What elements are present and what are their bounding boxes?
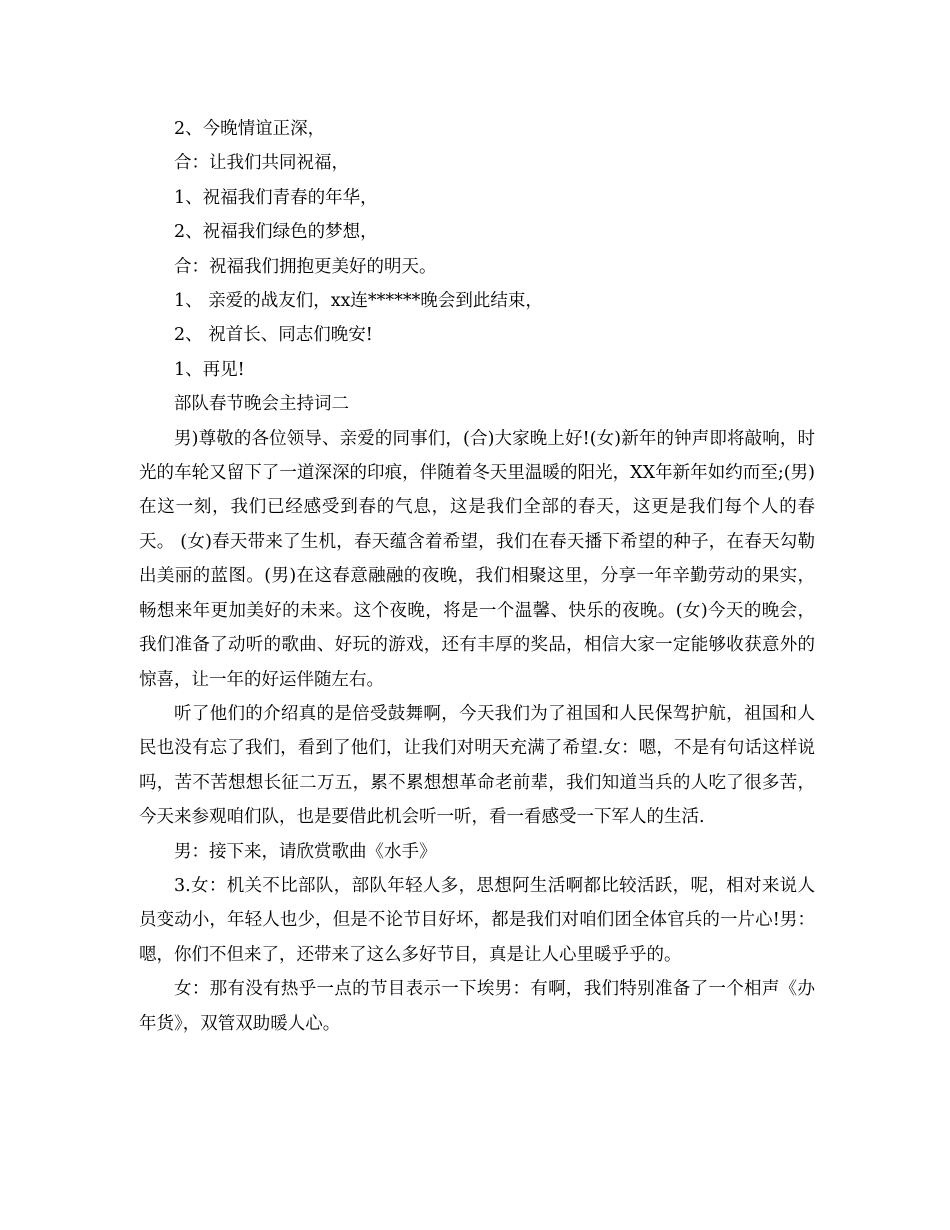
text-line: 1、祝福我们青春的年华， bbox=[174, 187, 378, 208]
text-line: 2、祝福我们绿色的梦想， bbox=[174, 222, 378, 243]
paragraph: 女：那有没有热乎一点的节目表示一下埃男：有啊，我们特别准备了一个相声《办年货》，双管双助暖人心。 bbox=[139, 979, 815, 1034]
paragraph: 3.女：机关不比部队，部队年轻人多，思想阿生活啊都比较活跃，呢，相对来说人员变动小，年轻人也少，但是不论节目好坏，都是我们对咱们团全体官兵的一片心!男：嗯，你们不但来了，还带来了这么多好节目，真是让人心里暖乎乎的。 bbox=[139, 875, 815, 965]
text-line: 1、 亲爱的战友们，xx连******晚会到此结束， bbox=[174, 291, 543, 312]
text-line: 2、今晚情谊正深， bbox=[174, 119, 326, 139]
section-heading: 部队春节晚会主持词二 bbox=[174, 394, 349, 415]
text-line: 合：让我们共同祝福， bbox=[174, 153, 349, 174]
paragraph: 男：接下来，请欣赏歌曲《水手》 bbox=[174, 841, 437, 862]
paragraph: 听了他们的介绍真的是倍受鼓舞啊，今天我们为了祖国和人民保驾护航，祖国和人民也没有忘了我们，看到了他们，让我们对明天充满了希望.女：嗯，不是有句话这样说吗，苦不苦想想长征二万五，累不累想想革命老前辈，我们知道当兵的人吃了很多苦，今天来参观咱们队，也是要借此机会听一听，看一看感受一下军人的生活. bbox=[139, 703, 815, 828]
text-line: 2、 祝首长、同志们晚安! bbox=[174, 325, 373, 346]
text-line: 合：祝福我们拥抱更美好的明天。 bbox=[174, 256, 437, 277]
text-line: 1、再见! bbox=[174, 359, 245, 380]
paragraph: 男)尊敬的各位领导、亲爱的同事们，(合)大家晚上好!(女)新年的钟声即将敲响，时光的车轮又留下了一道深深的印痕，伴随着冬天里温暖的阳光，XX年新年如约而至;(男)在这一刻，我们已经感受到春的气息，这是我们全部的春天，这更是我们每个人的春天。 (女)春天带来了生机，春天蕴含着希望，我们在春天播下希望的种子，在春天勾勒出美丽的蓝图。(男)在这春意融融的夜晚，我们相聚这里，分享一年辛勤劳动的果实，畅想来年更加美好的未来。这个夜晚，将是一个温馨、快乐的夜晚。(女)今天的晚会，我们准备了动听的歌曲、好玩的游戏，还有丰厚的奖品，相信大家一定能够收获意外的惊喜，让一年的好运伴随左右。 bbox=[139, 428, 815, 690]
document-body bbox=[139, 112, 815, 1041]
